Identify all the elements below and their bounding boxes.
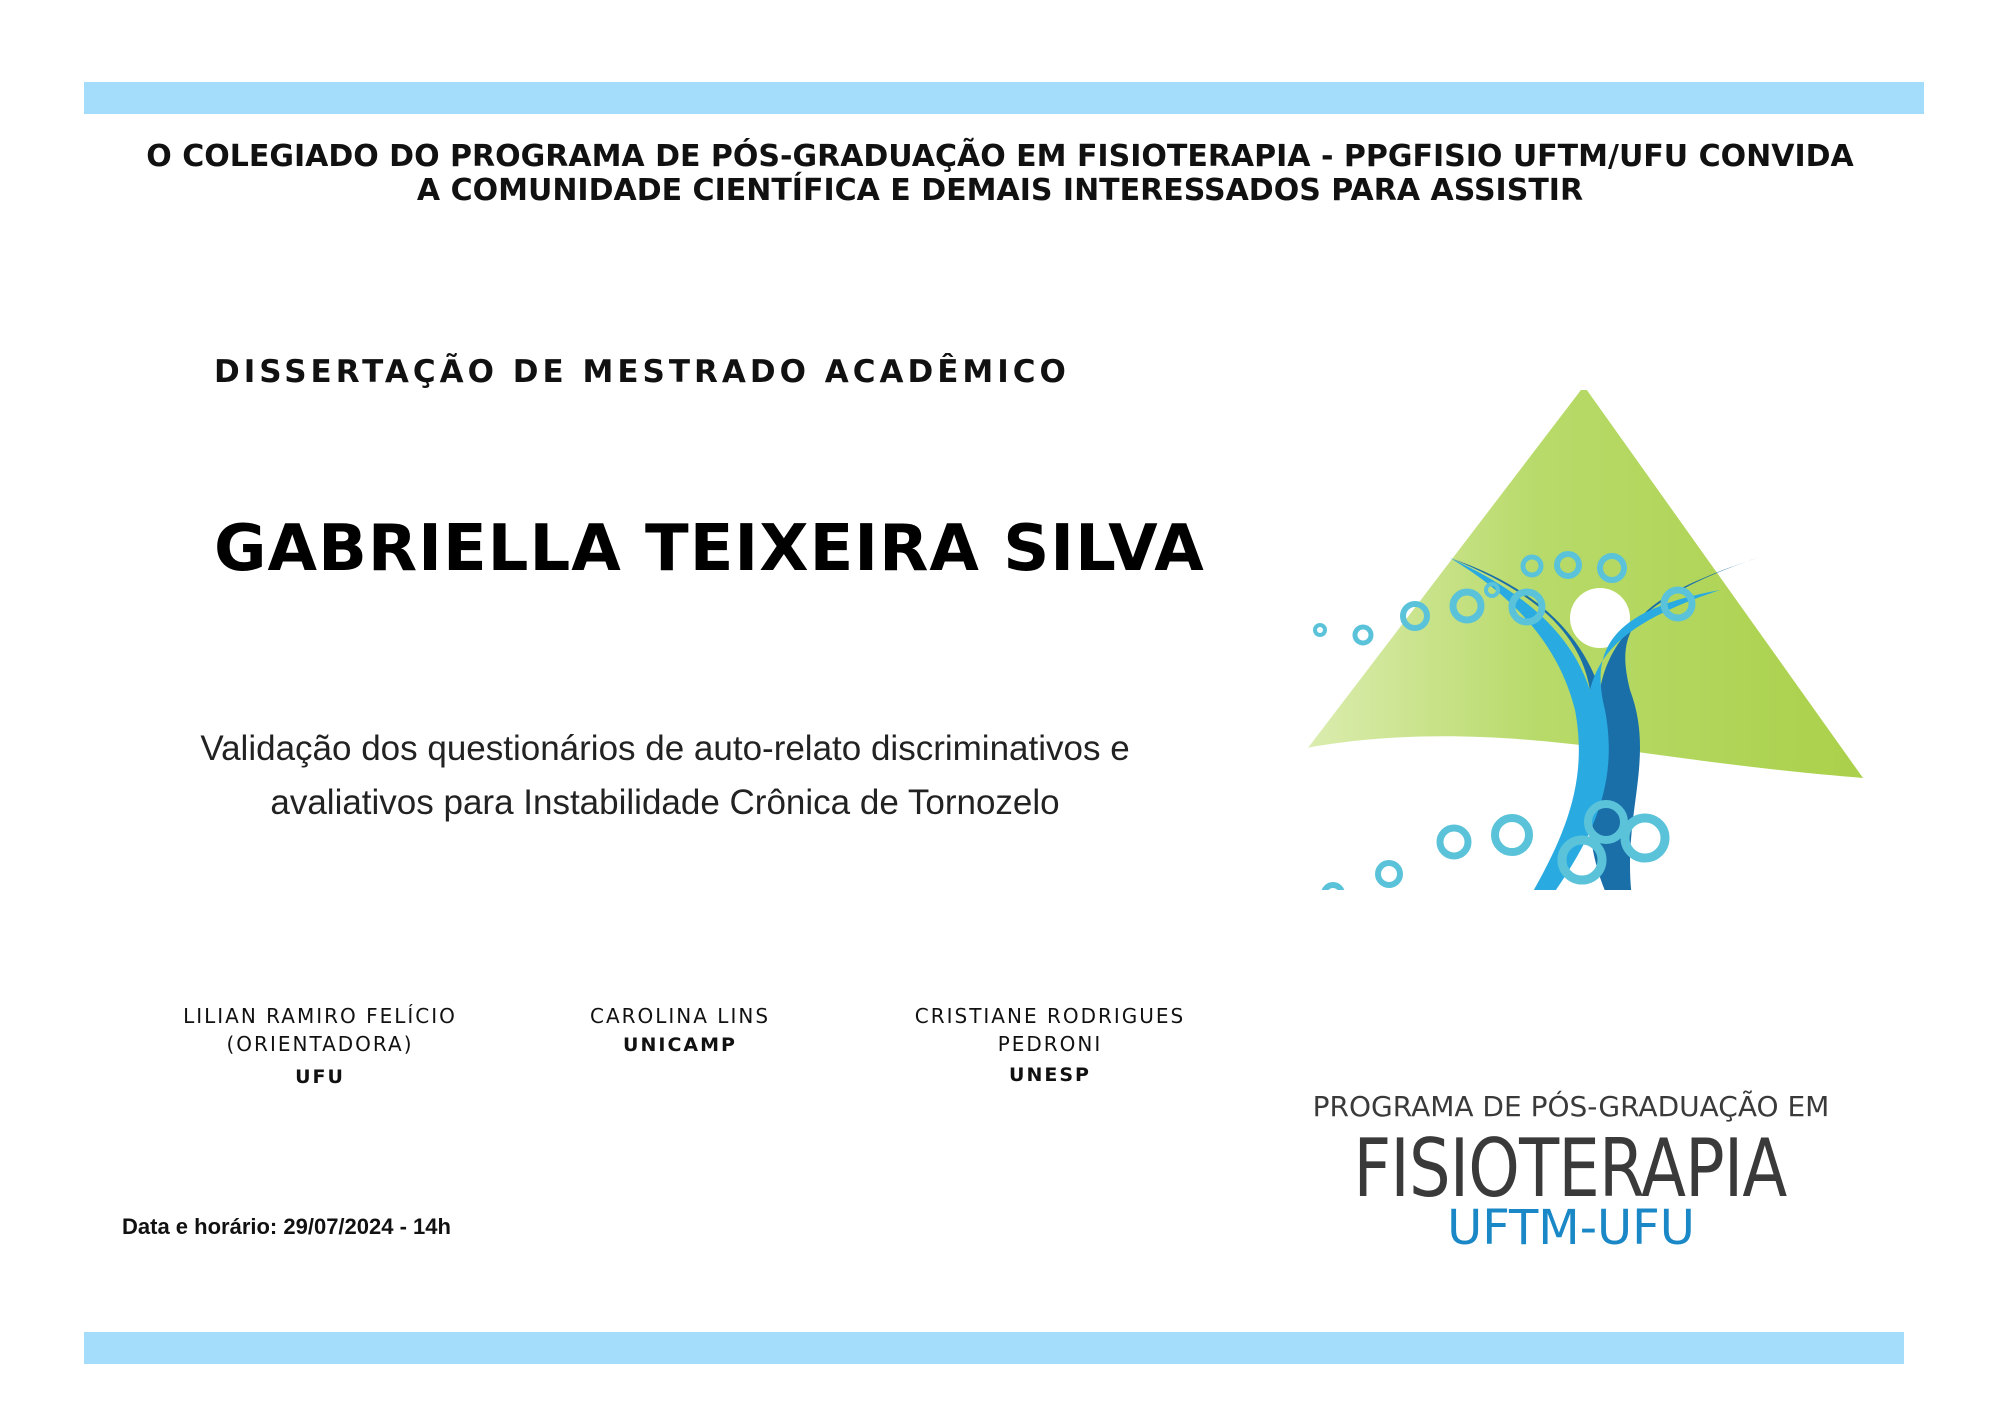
logo-uftm-ufu-text: UFTM-UFU [1447,1200,1695,1256]
date-time: Data e horário: 29/07/2024 - 14h [122,1214,451,1239]
logo-program-text: PROGRAMA DE PÓS-GRADUAÇÃO EM [1312,1090,1830,1123]
member-institution: UNICAMP [623,1034,737,1056]
bottom-accent-bar [84,1332,1904,1364]
top-accent-bar [84,82,1924,114]
logo-fisioterapia-text: FISIOTERAPIA [1353,1122,1787,1215]
candidate-name: GABRIELLA TEIXEIRA SILVA [214,512,1205,586]
header-line-2: A COMUNIDADE CIENTÍFICA E DEMAIS INTERESSADOS PARA ASSISTIR [416,173,1584,208]
defense-type: DISSERTAÇÃO DE MESTRADO ACADÊMICO [214,354,1070,390]
member-name-line-2: (ORIENTADORA) [226,1032,414,1056]
header-line-1: O COLEGIADO DO PROGRAMA DE PÓS-GRADUAÇÃO EM FISIOTERAPIA - PPGFISIO UFTM/UFU CONVIDA [146,139,1854,174]
committee-member-3 [900,1002,1200,1086]
member-name-line-1: CRISTIANE RODRIGUES [914,1004,1186,1028]
fisioterapia-figure-logo-icon [1230,390,1930,890]
thesis-title-line-1: Validação dos questionários de auto-relato discriminativos e [200,729,1130,768]
member-name-line-1: CAROLINA LINS [589,1004,771,1028]
invitation-header [80,140,1920,208]
thesis-title [120,722,1210,830]
member-name-line-1: LILIAN RAMIRO FELÍCIO [183,1004,457,1028]
member-institution: UFU [295,1066,345,1088]
committee-member-2 [540,1002,820,1056]
thesis-title-line-2: avaliativos para Instabilidade Crônica de Tornozelo [270,783,1060,822]
member-name-line-2: PEDRONI [997,1032,1103,1056]
member-institution: UNESP [1009,1064,1091,1086]
committee-member-advisor [160,1002,480,1088]
